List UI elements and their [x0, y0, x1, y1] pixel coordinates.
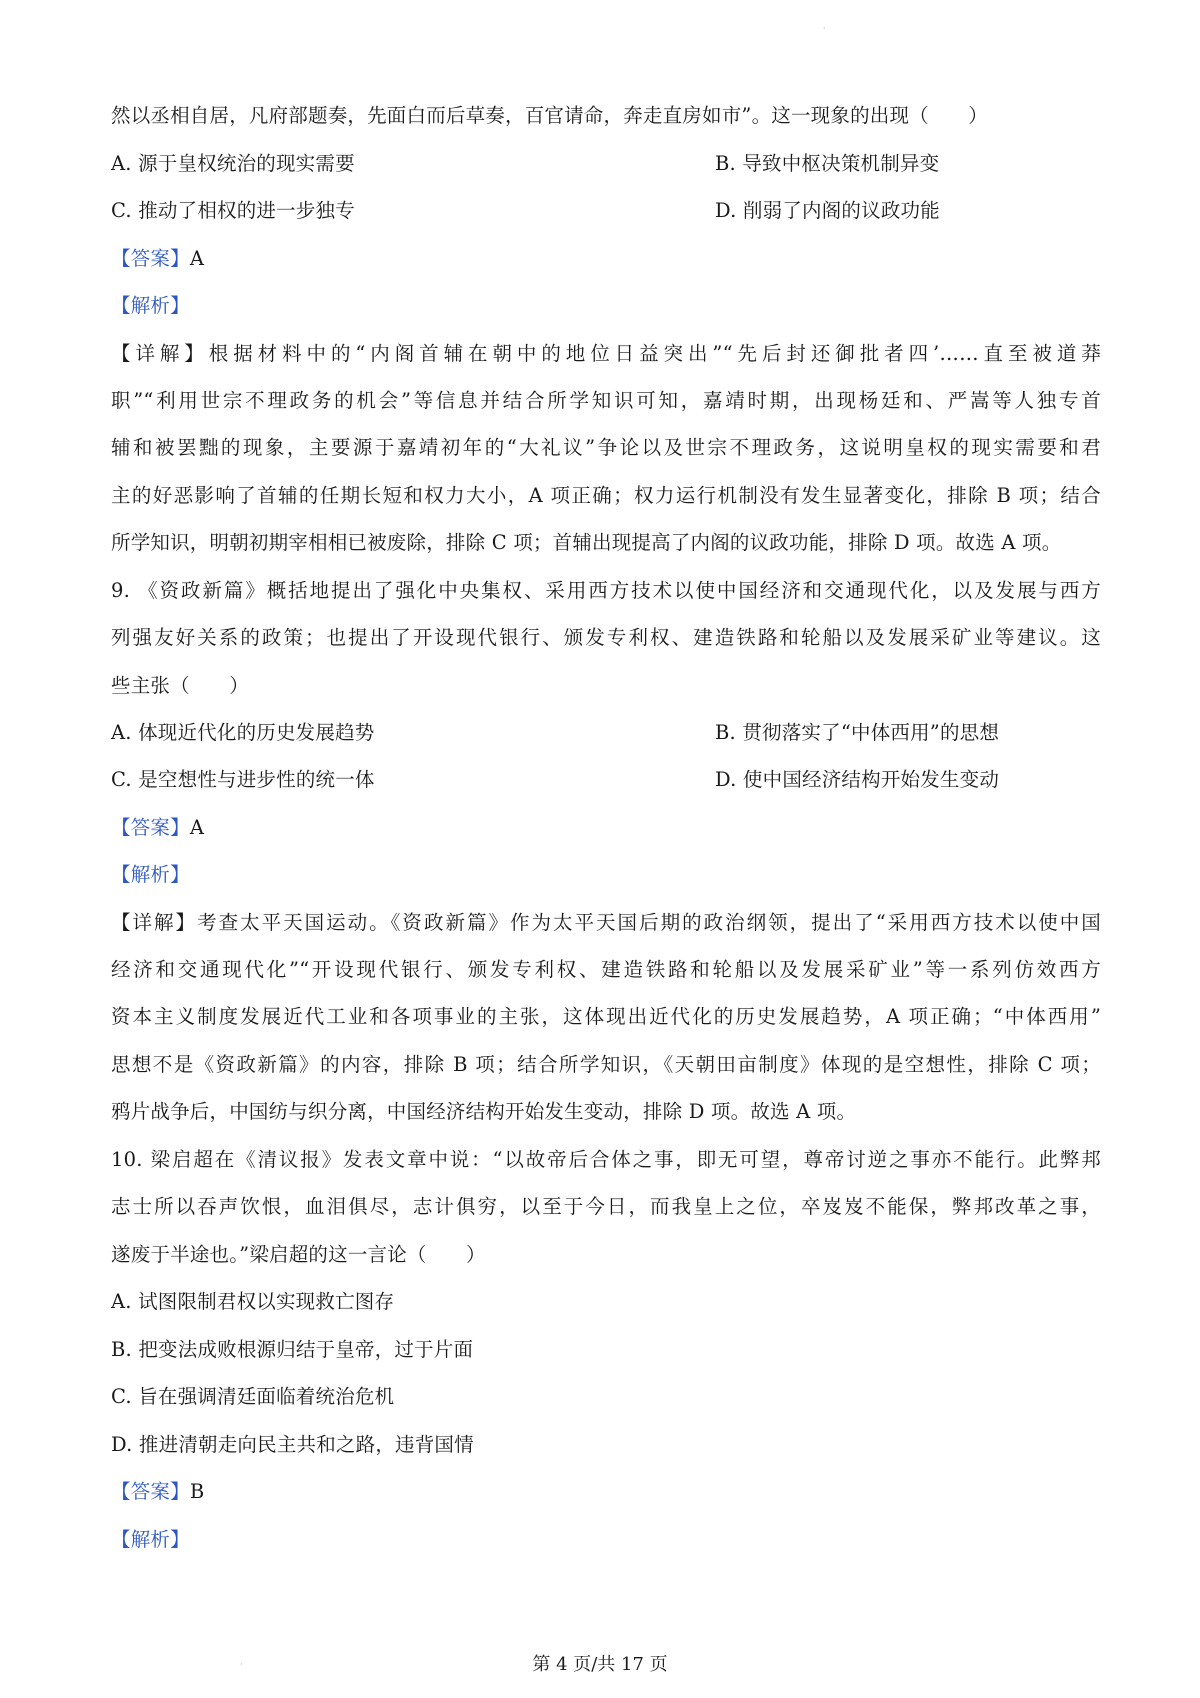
- q9-detail-line-1: 【详解】考查太平天国运动。《资政新篇》作为太平天国后期的政治纲领，提出了“采用西方技术以使中国: [111, 911, 1101, 934]
- q10-stem-line-2: 志士所以吞声饮恨，血泪俱尽，志计俱穷，以至于今日，而我皇上之位，卒岌岌不能保，弊邦改革之事，: [111, 1195, 1101, 1218]
- scan-speck: ·: [823, 24, 826, 33]
- detail-tag: 【详解】: [111, 342, 209, 365]
- q9-detail-line-3: 资本主义制度发展近代工业和各项事业的主张，这体现出近代化的历史发展趋势，A 项正确；“中体西用”: [111, 1005, 1101, 1028]
- detail-tag: 【详解】: [111, 911, 198, 934]
- q8-analysis: [111, 291, 1101, 321]
- q9-option-b: B. 贯彻落实了“中体西用”的思想: [715, 721, 1000, 744]
- answer-tag: 【答案】: [111, 247, 190, 270]
- q10-stem-line-1: 10. 梁启超在《清议报》发表文章中说：“以故帝后合体之事，即无可望，尊帝讨逆之事亦不能行。此弊邦: [111, 1148, 1101, 1171]
- answer-value: A: [189, 816, 205, 839]
- q9-detail-line-5: 鸦片战争后，中国纺与织分离，中国经济结构开始发生变动，排除 D 项。故选 A 项。: [111, 1100, 857, 1123]
- q10-option-a: A. 试图限制君权以实现救亡图存: [111, 1290, 395, 1313]
- q9-options-row-1: [111, 718, 1101, 748]
- q8-detail-line-2: 职”“利用世宗不理政务的机会”等信息并结合所学知识可知，嘉靖时期，出现杨廷和、严嵩等人独专首: [111, 389, 1101, 412]
- q9-stem-line-1: 9. 《资政新篇》概括地提出了强化中央集权、采用西方技术以使中国经济和交通现代化，以及发展与西方: [111, 579, 1101, 602]
- q9-analysis: [111, 860, 1101, 890]
- q9-answer: [111, 813, 1101, 843]
- q8-answer: [111, 244, 1101, 274]
- q8-option-c: C. 推动了相权的进一步独专: [111, 199, 355, 222]
- scan-speck: ·: [240, 1660, 243, 1669]
- analysis-tag: 【解析】: [111, 1528, 190, 1551]
- q9-detail-line-2: 经济和交通现代化”“开设现代银行、颁发专利权、建造铁路和轮船以及发展采矿业”等一系列仿效西方: [111, 958, 1101, 981]
- q8-options-row-1: [111, 149, 1101, 179]
- q8-option-a: A. 源于皇权统治的现实需要: [111, 152, 355, 175]
- q9-stem-line-3: 些主张（ ）: [111, 674, 249, 697]
- q10-answer: [111, 1477, 1101, 1507]
- q8-option-b: B. 导致中枢决策机制异变: [715, 152, 940, 175]
- analysis-tag: 【解析】: [111, 294, 190, 317]
- q9-stem-line-2: 列强友好关系的政策；也提出了开设现代银行、颁发专利权、建造铁路和轮船以及发展采矿业等建议。这: [111, 626, 1101, 649]
- q10-option-b: B. 把变法成败根源归结于皇帝，过于片面: [111, 1338, 474, 1361]
- q10-option-c: C. 旨在强调清廷面临着统治危机: [111, 1385, 395, 1408]
- answer-tag: 【答案】: [111, 1480, 190, 1503]
- q10-stem-line-3: 遂废于半途也。”梁启超的这一言论（ ）: [111, 1243, 486, 1266]
- q9-option-d: D. 使中国经济结构开始发生变动: [715, 768, 1000, 791]
- q8-detail-line-3: 辅和被罢黜的现象，主要源于嘉靖初年的“大礼议”争论以及世宗不理政务，这说明皇权的现实需要和君: [111, 436, 1101, 459]
- answer-value: B: [189, 1480, 205, 1503]
- q9-option-a: A. 体现近代化的历史发展趋势: [111, 721, 375, 744]
- q8-detail-line-5: 所学知识，明朝初期宰相相已被废除，排除 C 项；首辅出现提高了内阁的议政功能，排除 D 项。故选 A 项。: [111, 531, 1062, 554]
- q8-option-d: D. 削弱了内阁的议政功能: [715, 199, 940, 222]
- q10-analysis: [111, 1525, 1101, 1555]
- q8-stem: 然以丞相自居，凡府部题奏，先面白而后草奏，百官请命，奔走直房如市”。这一现象的出现（ ）: [111, 104, 988, 127]
- answer-value: A: [189, 247, 205, 270]
- q8-options-row-2: [111, 196, 1101, 226]
- page-number: 第 4 页/共 17 页: [532, 1654, 668, 1675]
- q10-option-d: D. 推进清朝走向民主共和之路，违背国情: [111, 1433, 474, 1456]
- q8-detail-line-4: 主的好恶影响了首辅的任期长短和权力大小，A 项正确；权力运行机制没有发生显著变化，排除 B 项；结合: [111, 484, 1101, 507]
- analysis-tag: 【解析】: [111, 863, 190, 886]
- q9-options-row-2: [111, 765, 1101, 795]
- q8-detail-line-1: 【详解】根据材料中的“内阁首辅在朝中的地位日益突出”“先后封还御批者四’……直至被道莽: [111, 342, 1102, 365]
- q9-option-c: C. 是空想性与进步性的统一体: [111, 768, 375, 791]
- answer-tag: 【答案】: [111, 816, 190, 839]
- q9-detail-line-4: 思想不是《资政新篇》的内容，排除 B 项；结合所学知识，《天朝田亩制度》体现的是空想性，排除 C 项；: [111, 1053, 1101, 1076]
